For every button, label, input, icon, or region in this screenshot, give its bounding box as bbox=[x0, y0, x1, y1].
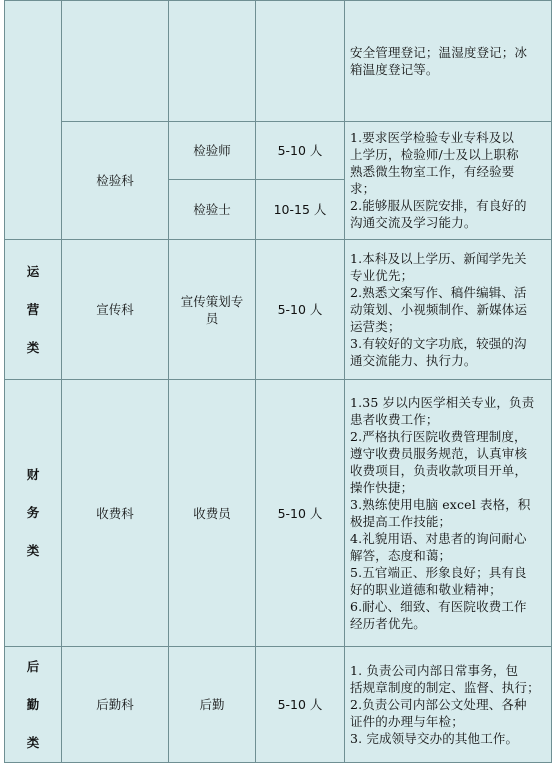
count-cell: 5-10 人 bbox=[256, 122, 345, 180]
category-char: 后 bbox=[26, 658, 40, 674]
requirement-line: 安全管理登记；温湿度登记；冰 bbox=[350, 44, 528, 60]
position-cell: 收费员 bbox=[169, 380, 256, 647]
requirement-line: 动策划、小视频制作、新媒体运 bbox=[350, 301, 528, 317]
requirement-line: 操作快捷； bbox=[350, 479, 414, 495]
requirement-line: 括规章制度的制定、监督、执行； bbox=[350, 679, 540, 695]
requirement-line: 极提高工作技能； bbox=[350, 513, 452, 529]
requirement-line: 1.35 岁以内医学相关专业，负责 bbox=[350, 394, 535, 410]
requirement-line: 3.有较好的文字功底，较强的沟 bbox=[350, 335, 527, 351]
category-cell bbox=[5, 1, 62, 240]
requirements-cell bbox=[345, 647, 552, 763]
recruitment-table bbox=[4, 0, 552, 763]
category-cell bbox=[5, 240, 62, 380]
count-cell: 5-10 人 bbox=[256, 380, 345, 647]
requirement-line: 5.五官端正、形象良好；具有良 bbox=[350, 564, 527, 580]
count-cell bbox=[256, 1, 345, 122]
requirement-line: 1.要求医学检验专业专科及以 bbox=[350, 130, 515, 145]
requirement-line: 患者收费工作； bbox=[350, 411, 439, 427]
requirement-line: 3. 完成领导交办的其他工作。 bbox=[350, 730, 519, 746]
requirement-line: 运营类； bbox=[350, 318, 401, 334]
position-cell: 后勤 bbox=[169, 647, 256, 763]
requirement-line: 1. 负责公司内部日常事务，包 bbox=[350, 662, 519, 678]
position-cell: 检验士 bbox=[169, 180, 256, 240]
requirements-cell bbox=[345, 1, 552, 122]
requirement-line: 沟通交流及学习能力。 bbox=[350, 215, 477, 230]
requirement-line: 经历者优先。 bbox=[350, 615, 426, 631]
requirement-line: 专业优先； bbox=[350, 267, 414, 283]
requirement-line: 箱温度登记等。 bbox=[350, 61, 439, 77]
requirement-line: 3.熟练使用电脑 excel 表格，积 bbox=[350, 496, 531, 512]
category-char: 类 bbox=[26, 543, 40, 558]
requirement-line: 4.礼貌用语、对患者的询问耐心 bbox=[350, 530, 527, 546]
department-cell: 宣传科 bbox=[62, 240, 169, 380]
category-char: 类 bbox=[26, 339, 40, 355]
requirement-line: 2.能够服从医院安排，有良好的 bbox=[350, 198, 527, 213]
requirement-line: 收费项目，负责收款项目开单， bbox=[350, 462, 528, 478]
position-cell: 检验师 bbox=[169, 122, 256, 180]
count-cell: 5-10 人 bbox=[256, 647, 345, 763]
category-char: 务 bbox=[26, 505, 40, 520]
requirement-line: 求； bbox=[350, 181, 376, 196]
count-cell: 10-15 人 bbox=[256, 180, 345, 240]
requirement-line: 2.严格执行医院收费管理制度， bbox=[350, 428, 527, 444]
requirements-cell bbox=[345, 380, 552, 647]
requirement-line: 熟悉微生物室工作，有经验要 bbox=[350, 164, 515, 179]
department-cell: 收费科 bbox=[62, 380, 169, 647]
table-row bbox=[5, 647, 552, 763]
category-char: 勤 bbox=[26, 696, 40, 712]
requirements-cell bbox=[345, 240, 552, 380]
requirement-line: 证件的办理与年检； bbox=[350, 713, 464, 729]
requirement-line: 上学历，检验师/士及以上职称 bbox=[350, 147, 519, 162]
category-char: 财 bbox=[26, 467, 40, 482]
count-cell: 5-10 人 bbox=[256, 240, 345, 380]
category-char: 营 bbox=[26, 301, 40, 317]
position-cell bbox=[169, 240, 256, 380]
position-cell bbox=[169, 1, 256, 122]
requirement-line: 6.耐心、细致、有医院收费工作 bbox=[350, 598, 527, 614]
requirement-line: 遵守收费员服务规范，认真审核 bbox=[350, 445, 528, 461]
table-row bbox=[5, 122, 552, 180]
category-char: 类 bbox=[26, 734, 40, 750]
position-line: 宣传策划专 bbox=[180, 293, 244, 309]
requirement-line: 2.熟悉文案写作、稿件编辑、活 bbox=[350, 284, 527, 300]
department-cell: 后勤科 bbox=[62, 647, 169, 763]
category-char: 运 bbox=[26, 263, 40, 279]
requirement-line: 2.负责公司内部公文处理、各种 bbox=[350, 696, 527, 712]
requirement-line: 通交流能力、执行力。 bbox=[350, 352, 477, 368]
requirement-line: 解答，态度和蔼； bbox=[350, 547, 452, 563]
table-row bbox=[5, 380, 552, 647]
category-cell bbox=[5, 380, 62, 647]
department-cell bbox=[62, 1, 169, 122]
requirement-line: 1.本科及以上学历、新闻学先关 bbox=[350, 250, 527, 266]
table-row bbox=[5, 240, 552, 380]
requirements-cell bbox=[345, 122, 552, 240]
department-cell: 检验科 bbox=[62, 122, 169, 240]
requirement-line: 好的职业道德和敬业精神； bbox=[350, 581, 502, 597]
position-line: 员 bbox=[205, 310, 219, 326]
table-row bbox=[5, 1, 552, 122]
category-cell bbox=[5, 647, 62, 763]
